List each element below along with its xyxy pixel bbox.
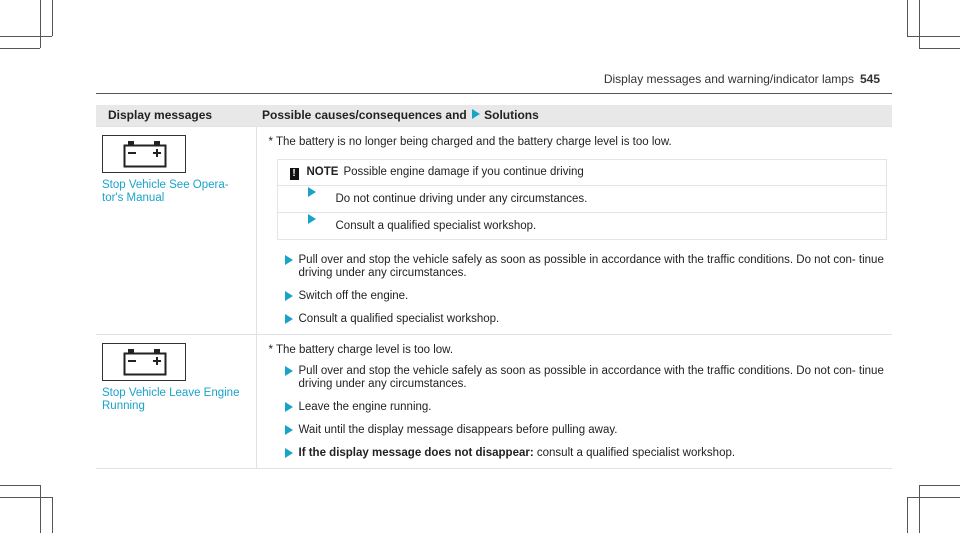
note-text: Possible engine damage if you continue driving <box>343 166 584 178</box>
crop-mark <box>0 497 52 498</box>
note-step <box>278 186 886 213</box>
crop-mark <box>919 48 960 49</box>
display-cell <box>96 335 256 469</box>
solution-step-text: Leave the engine running. <box>298 401 432 413</box>
cause-text: * The battery is no longer being charged and the battery charge level is too low. <box>268 136 672 148</box>
display-messages-table <box>96 105 892 469</box>
crop-mark <box>907 36 960 37</box>
arrow-icon <box>308 214 316 224</box>
arrow-icon <box>285 366 293 376</box>
crop-mark <box>907 0 908 36</box>
solution-step-text: Wait until the display message disappears before pulling away. <box>298 424 618 436</box>
crop-mark <box>40 485 41 533</box>
arrow-icon <box>308 187 316 197</box>
solution-step-text: Pull over and stop the vehicle safely as soon as possible in accordance with the traffic conditions. Do not con- tinue driving under any circumstances. <box>298 365 884 390</box>
solution-step <box>269 401 885 414</box>
solution-step-text: Consult a qualified specialist workshop. <box>298 313 500 325</box>
display-message-line-1: Stop Vehicle See Opera- <box>102 179 229 191</box>
note-step-text: Consult a qualified specialist workshop. <box>335 220 537 232</box>
crop-mark <box>919 485 960 486</box>
cause-text: * The battery charge level is too low. <box>268 344 454 356</box>
note-box <box>277 159 887 240</box>
solution-step <box>269 447 885 460</box>
arrow-icon <box>285 425 293 435</box>
display-message-line-2: tor's Manual <box>102 192 165 204</box>
arrow-icon <box>285 255 293 265</box>
crop-mark <box>919 485 920 533</box>
arrow-icon <box>285 448 293 458</box>
display-message-line-2: Running <box>102 400 145 412</box>
solution-step-text: consult a qualified specialist workshop. <box>536 447 736 459</box>
solution-step-text: Switch off the engine. <box>298 290 409 302</box>
note-step <box>278 213 886 239</box>
solution-step <box>269 365 885 391</box>
display-cell <box>96 127 256 335</box>
solution-step-text: Pull over and stop the vehicle safely as soon as possible in accordance with the traffic conditions. Do not con- tinue driving under any circumstances. <box>298 254 884 279</box>
display-message-text <box>102 387 250 413</box>
crop-mark <box>907 497 908 533</box>
header-rule <box>96 93 892 94</box>
battery-warning-icon <box>102 135 186 173</box>
arrow-icon <box>285 402 293 412</box>
col-header-causes-label: Possible causes/consequences and <box>262 108 467 122</box>
running-header-title: Display messages and warning/indicator lamps <box>603 72 854 86</box>
running-header <box>604 72 880 86</box>
solution-step <box>269 290 885 303</box>
note-label: NOTE <box>306 166 339 178</box>
solution-step <box>269 254 885 280</box>
solutions-cell <box>256 127 892 335</box>
crop-mark <box>0 36 52 37</box>
crop-mark <box>919 0 920 48</box>
col-header-solutions <box>256 105 892 127</box>
warning-icon: ! <box>290 168 299 180</box>
battery-warning-icon <box>102 343 186 381</box>
arrow-icon <box>285 314 293 324</box>
crop-mark <box>52 0 53 36</box>
note-step-text: Do not continue driving under any circumstances. <box>335 193 588 205</box>
crop-mark <box>0 48 40 49</box>
display-message-text <box>102 179 250 205</box>
solution-step <box>269 313 885 326</box>
page-number: 545 <box>859 72 880 86</box>
display-message-line-1: Stop Vehicle Leave Engine <box>102 387 240 399</box>
crop-mark <box>40 0 41 48</box>
col-header-solutions-label: Solutions <box>484 108 539 122</box>
table-header-row <box>96 105 892 127</box>
crop-mark <box>907 497 960 498</box>
arrow-icon <box>285 291 293 301</box>
table-row <box>96 127 892 335</box>
arrow-icon <box>472 109 480 119</box>
solution-step <box>269 424 885 437</box>
col-header-display: Display messages <box>96 105 256 127</box>
solution-step-bold-text: If the display message does not disappear: <box>298 447 534 459</box>
table-row <box>96 335 892 469</box>
crop-mark <box>0 485 40 486</box>
solutions-cell <box>256 335 892 469</box>
crop-mark <box>52 497 53 533</box>
